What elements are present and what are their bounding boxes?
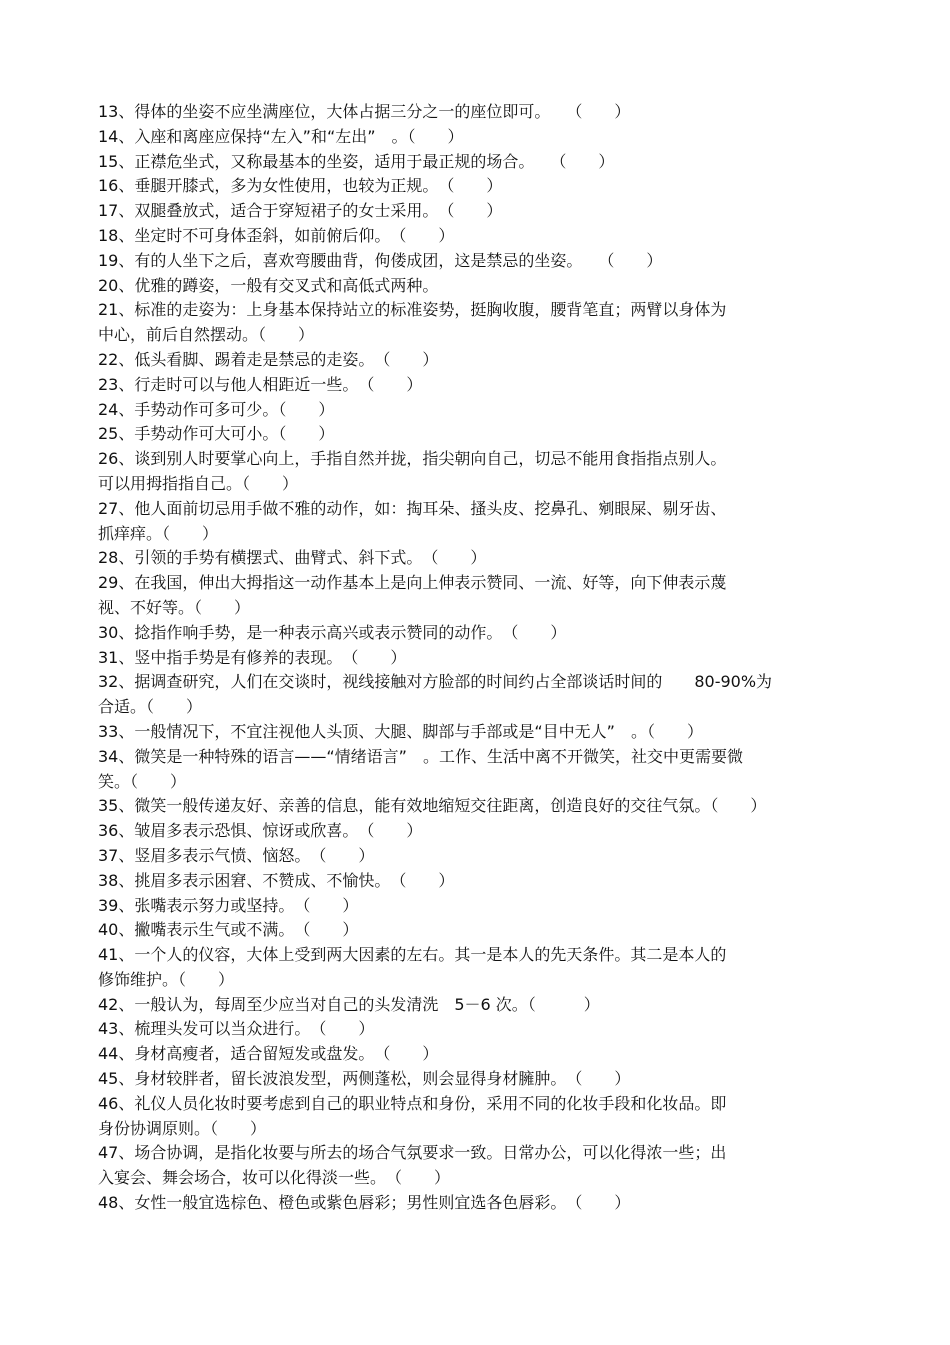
question-line: 30、捻指作响手势，是一种表示高兴或表示赞同的动作。 （ ） xyxy=(98,622,567,642)
question-line: 23、行走时可以与他人相距近一些。 （ ） xyxy=(98,374,423,394)
question-line: 45、身材较胖者，留长波浪发型，两侧蓬松，则会显得身材臃肿。 （ ） xyxy=(98,1069,631,1089)
question-line: 25、手势动作可大可小。（ ） xyxy=(98,424,335,444)
question-line: 34、微笑是一种特殊的语言——“情绪语言” 。工作、生活中离不开微笑，社交中更需要微 xyxy=(98,746,743,766)
question-line: 41、一个人的仪容，大体上受到两大因素的左右。其一是本人的先天条件。其二是本人的 xyxy=(98,945,727,965)
question-line: 33、一般情况下，不宜注视他人头顶、大腿、脚部与手部或是“目中无人” 。（ ） xyxy=(98,721,703,741)
question-line: 29、在我国，伸出大拇指这一动作基本上是向上伸表示赞同、一流、好等，向下伸表示蔑 xyxy=(98,573,727,593)
question-line: 31、竖中指手势是有修养的表现。 （ ） xyxy=(98,647,407,667)
question-line: 32、据调查研究，人们在交谈时，视线接触对方脸部的时间约占全部谈话时间的 80-90%为 xyxy=(98,672,773,692)
question-line: 20、优雅的蹲姿，一般有交叉式和高低式两种。 xyxy=(98,275,439,295)
question-line: 17、双腿叠放式，适合于穿短裙子的女士采用。 （ ） xyxy=(98,201,503,221)
question-line: 35、微笑一般传递友好、亲善的信息，能有效地缩短交往距离，创造良好的交往气氛。（ ） xyxy=(98,796,767,816)
question-line: 中心，前后自然摆动。（ ） xyxy=(98,325,315,345)
question-line: 27、他人面前切忌用手做不雅的动作，如：掏耳朵、搔头皮、挖鼻孔、剜眼屎、剔牙齿、 xyxy=(98,498,727,518)
question-line: 13、得体的坐姿不应坐满座位，大体占据三分之一的座位即可。 （ ） xyxy=(98,102,631,121)
question-line: 36、皱眉多表示恐惧、惊讶或欣喜。 （ ） xyxy=(98,821,423,841)
question-line: 抓痒痒。（ ） xyxy=(98,523,219,543)
question-line: 39、张嘴表示努力或坚持。 （ ） xyxy=(98,895,359,915)
question-line: 可以用拇指指自己。（ ） xyxy=(98,473,299,493)
question-line: 46、礼仪人员化妆时要考虑到自己的职业特点和身份，采用不同的化妆手段和化妆品。即 xyxy=(98,1093,727,1113)
question-line: 18、坐定时不可身体歪斜，如前俯后仰。 （ ） xyxy=(98,225,455,245)
question-line: 47、场合协调，是指化妆要与所去的场合气氛要求一致。日常办公，可以化得浓一些；出 xyxy=(98,1143,727,1163)
question-line: 14、入座和离座应保持“左入”和“左出” 。（ ） xyxy=(98,126,464,146)
question-line: 43、梳理头发可以当众进行。 （ ） xyxy=(98,1019,375,1039)
question-line: 22、低头看脚、踢着走是禁忌的走姿。 （ ） xyxy=(98,349,439,369)
question-line: 26、谈到别人时要掌心向上，手指自然并拢，指尖朝向自己，切忌不能用食指指点别人。 xyxy=(98,449,727,469)
question-line: 42、一般认为，每周至少应当对自己的头发清洗 5－6 次。（ ） xyxy=(98,994,600,1014)
question-line: 37、竖眉多表示气愤、恼怒。 （ ） xyxy=(98,845,375,865)
question-line: 入宴会、舞会场合，妆可以化得淡一些。 （ ） xyxy=(98,1168,451,1188)
question-line: 21、标准的走姿为：上身基本保持站立的标准姿势，挺胸收腹，腰背笔直；两臂以身体为 xyxy=(98,300,727,320)
question-line: 身份协调原则。（ ） xyxy=(98,1118,267,1138)
question-list xyxy=(98,100,868,1216)
question-line: 视、不好等。（ ） xyxy=(98,597,251,617)
question-line: 合适。（ ） xyxy=(98,697,203,717)
question-line: 修饰维护。（ ） xyxy=(98,969,235,989)
question-line: 24、手势动作可多可少。（ ） xyxy=(98,399,335,419)
question-line: 15、正襟危坐式，又称最基本的坐姿，适用于最正规的场合。 （ ） xyxy=(98,151,615,171)
question-line: 38、挑眉多表示困窘、不赞成、不愉快。 （ ） xyxy=(98,870,455,890)
question-line: 28、引领的手势有横摆式、曲臂式、斜下式。 （ ） xyxy=(98,548,487,568)
question-line: 笑。（ ） xyxy=(98,771,187,791)
question-line: 16、垂腿开膝式，多为女性使用，也较为正规。 （ ） xyxy=(98,176,503,196)
question-line: 48、女性一般宜选棕色、橙色或紫色唇彩；男性则宜选各色唇彩。 （ ） xyxy=(98,1193,631,1213)
question-line: 19、有的人坐下之后，喜欢弯腰曲背，佝偻成团，这是禁忌的坐姿。 （ ） xyxy=(98,250,663,270)
question-line: 44、身材高瘦者，适合留短发或盘发。 （ ） xyxy=(98,1044,439,1064)
question-line: 40、撇嘴表示生气或不满。 （ ） xyxy=(98,920,359,940)
